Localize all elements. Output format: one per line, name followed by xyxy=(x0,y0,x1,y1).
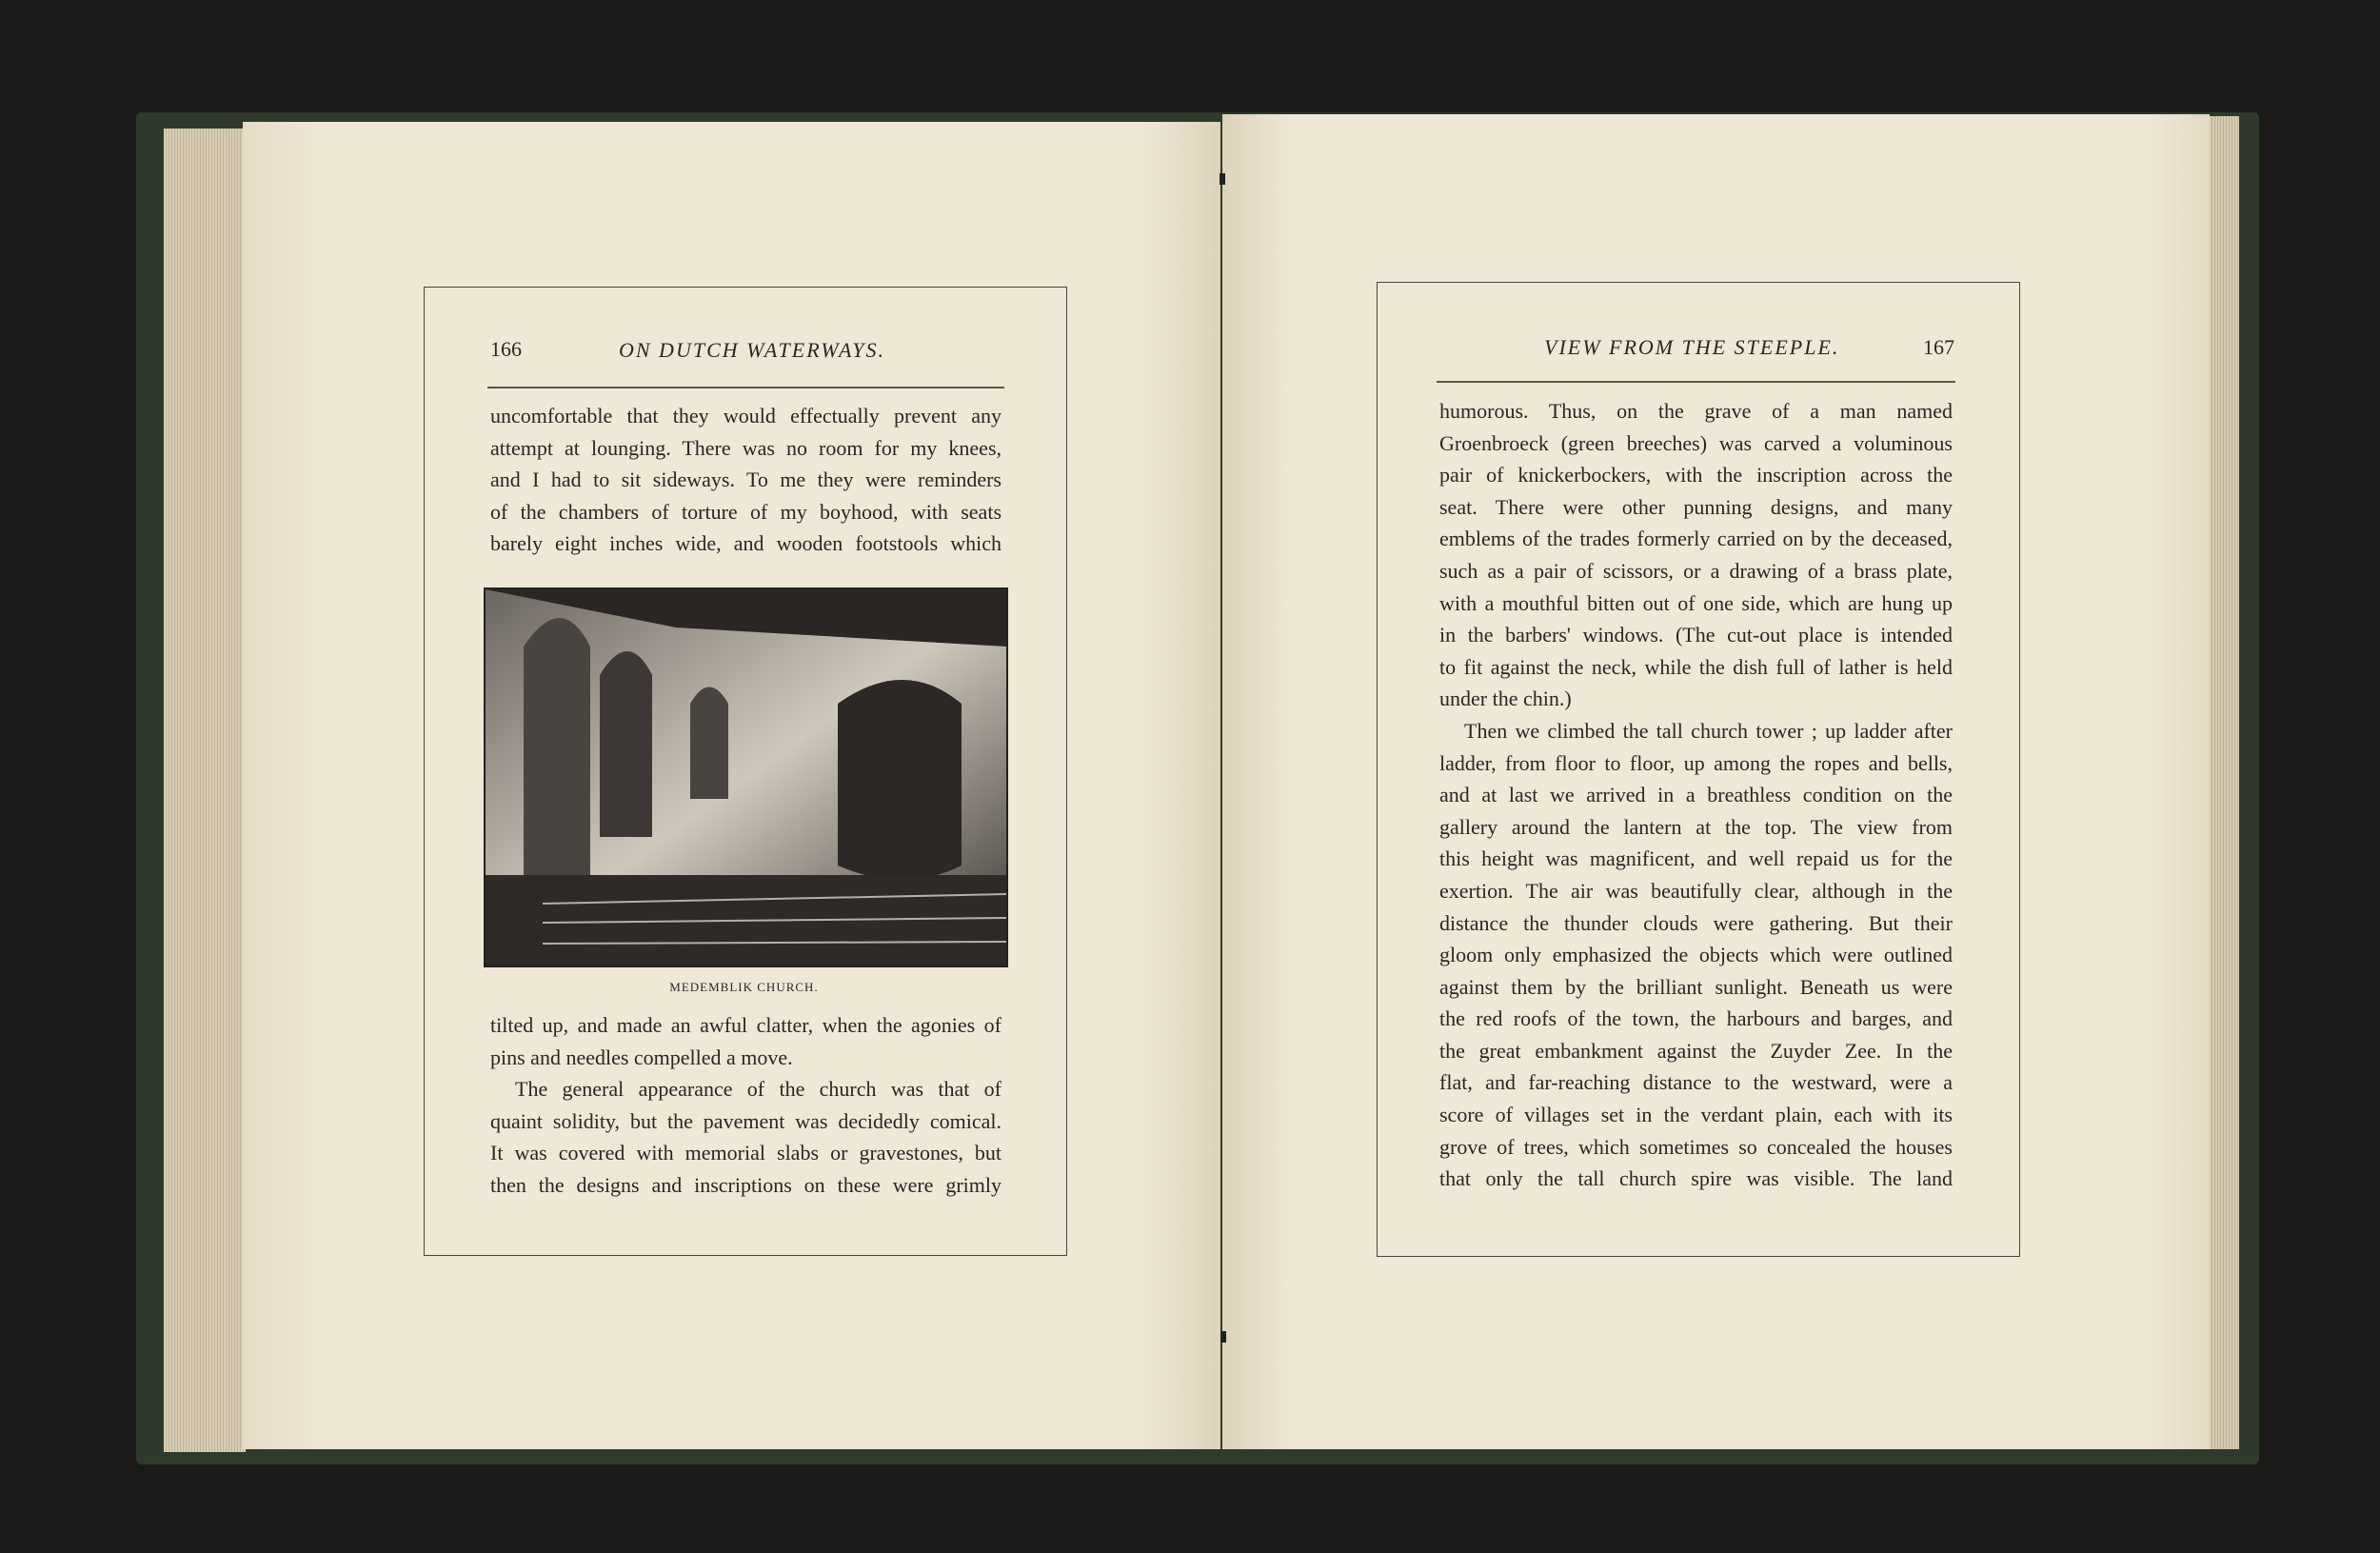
text-line: that only the tall church spire was visible. The land xyxy=(1439,1166,1953,1191)
text-line: The general appearance of the church was that of xyxy=(515,1077,1002,1102)
text-line: to fit against the neck, while the dish full of lather is held xyxy=(1439,654,1953,679)
text-line: against them by the brilliant sunlight. Beneath us were xyxy=(1439,974,1953,999)
medemblik-church-illustration xyxy=(484,587,1008,967)
text-line: gallery around the lantern at the top. The view from xyxy=(1439,814,1953,839)
text-line: of the chambers of torture of my boyhood, with seats xyxy=(490,499,1002,524)
text-line: tilted up, and made an awful clatter, when the agonies of xyxy=(490,1013,1002,1037)
text-line: this height was magnificent, and well repaid us for the xyxy=(1439,846,1953,871)
text-line: seat. There were other punning designs, and many xyxy=(1439,494,1953,519)
left-running-head: ON DUTCH WATERWAYS. xyxy=(619,338,886,362)
text-line: pins and needles compelled a move. xyxy=(490,1045,793,1069)
right-page-number: 167 xyxy=(1923,335,1954,359)
text-line: uncomfortable that they would effectually prevent any xyxy=(490,404,1002,428)
page-edges-left xyxy=(164,129,246,1452)
text-line: Then we climbed the tall church tower ; up ladder after xyxy=(1464,718,1953,743)
text-line: and at last we arrived in a breathless condition on the xyxy=(1439,783,1953,807)
text-line: grove of trees, which sometimes so concealed the houses xyxy=(1439,1134,1953,1159)
page-edges-right xyxy=(2207,116,2239,1449)
text-line: the great embankment against the Zuyder Zee. In the xyxy=(1439,1038,1953,1063)
text-line: the red roofs of the town, the harbours and barges, and xyxy=(1439,1006,1953,1031)
text-line: exertion. The air was beautifully clear, although in the xyxy=(1439,878,1953,903)
text-line: distance the thunder clouds were gathering. But their xyxy=(1439,910,1953,935)
text-line: quaint solidity, but the pavement was decidedly comical. xyxy=(490,1108,1002,1133)
right-text xyxy=(1439,395,1953,1195)
text-line: It was covered with memorial slabs or gravestones, but xyxy=(490,1141,1002,1165)
left-text-bottom xyxy=(490,1009,1002,1202)
text-line: Groenbroeck (green breeches) was carved a voluminous xyxy=(1439,430,1953,455)
illustration-caption: MEDEMBLIK CHURCH. xyxy=(669,980,819,994)
text-line: ladder, from floor to floor, up among the ropes and bells, xyxy=(1439,750,1953,775)
left-text-top xyxy=(490,400,1002,560)
text-line: flat, and far-reaching distance to the westward, were a xyxy=(1439,1070,1953,1095)
text-line: attempt at lounging. There was no room for my knees, xyxy=(490,435,1002,460)
text-line: and I had to sit sideways. To me they were reminders xyxy=(490,468,1002,492)
church-interior-engraving xyxy=(486,589,1006,966)
text-line: such as a pair of scissors, or a drawing of a brass plate, xyxy=(1439,558,1953,583)
text-line: score of villages set in the verdant plain, each with its xyxy=(1439,1103,1953,1127)
binding-stitch xyxy=(1220,173,1225,185)
header-rule xyxy=(1437,381,1955,383)
text-line: barely eight inches wide, and wooden footstools which xyxy=(490,531,1002,556)
text-line: gloom only emphasized the objects which were outlined xyxy=(1439,943,1953,967)
text-line: in the barbers' windows. (The cut-out place is intended xyxy=(1439,623,1953,647)
text-line: emblems of the trades formerly carried on by the deceased, xyxy=(1439,527,1953,551)
text-line: with a mouthful bitten out of one side, which are hung up xyxy=(1439,590,1953,615)
binding-stitch xyxy=(1220,1331,1226,1343)
text-line: humorous. Thus, on the grave of a man named xyxy=(1439,399,1953,423)
text-line: pair of knickerbockers, with the inscription across the xyxy=(1439,463,1953,488)
left-page-number: 166 xyxy=(490,337,522,361)
header-rule xyxy=(487,387,1004,388)
text-line: then the designs and inscriptions on these were grimly xyxy=(490,1172,1002,1197)
text-line: under the chin.) xyxy=(1439,687,1572,711)
right-running-head: VIEW FROM THE STEEPLE. xyxy=(1544,335,1840,359)
